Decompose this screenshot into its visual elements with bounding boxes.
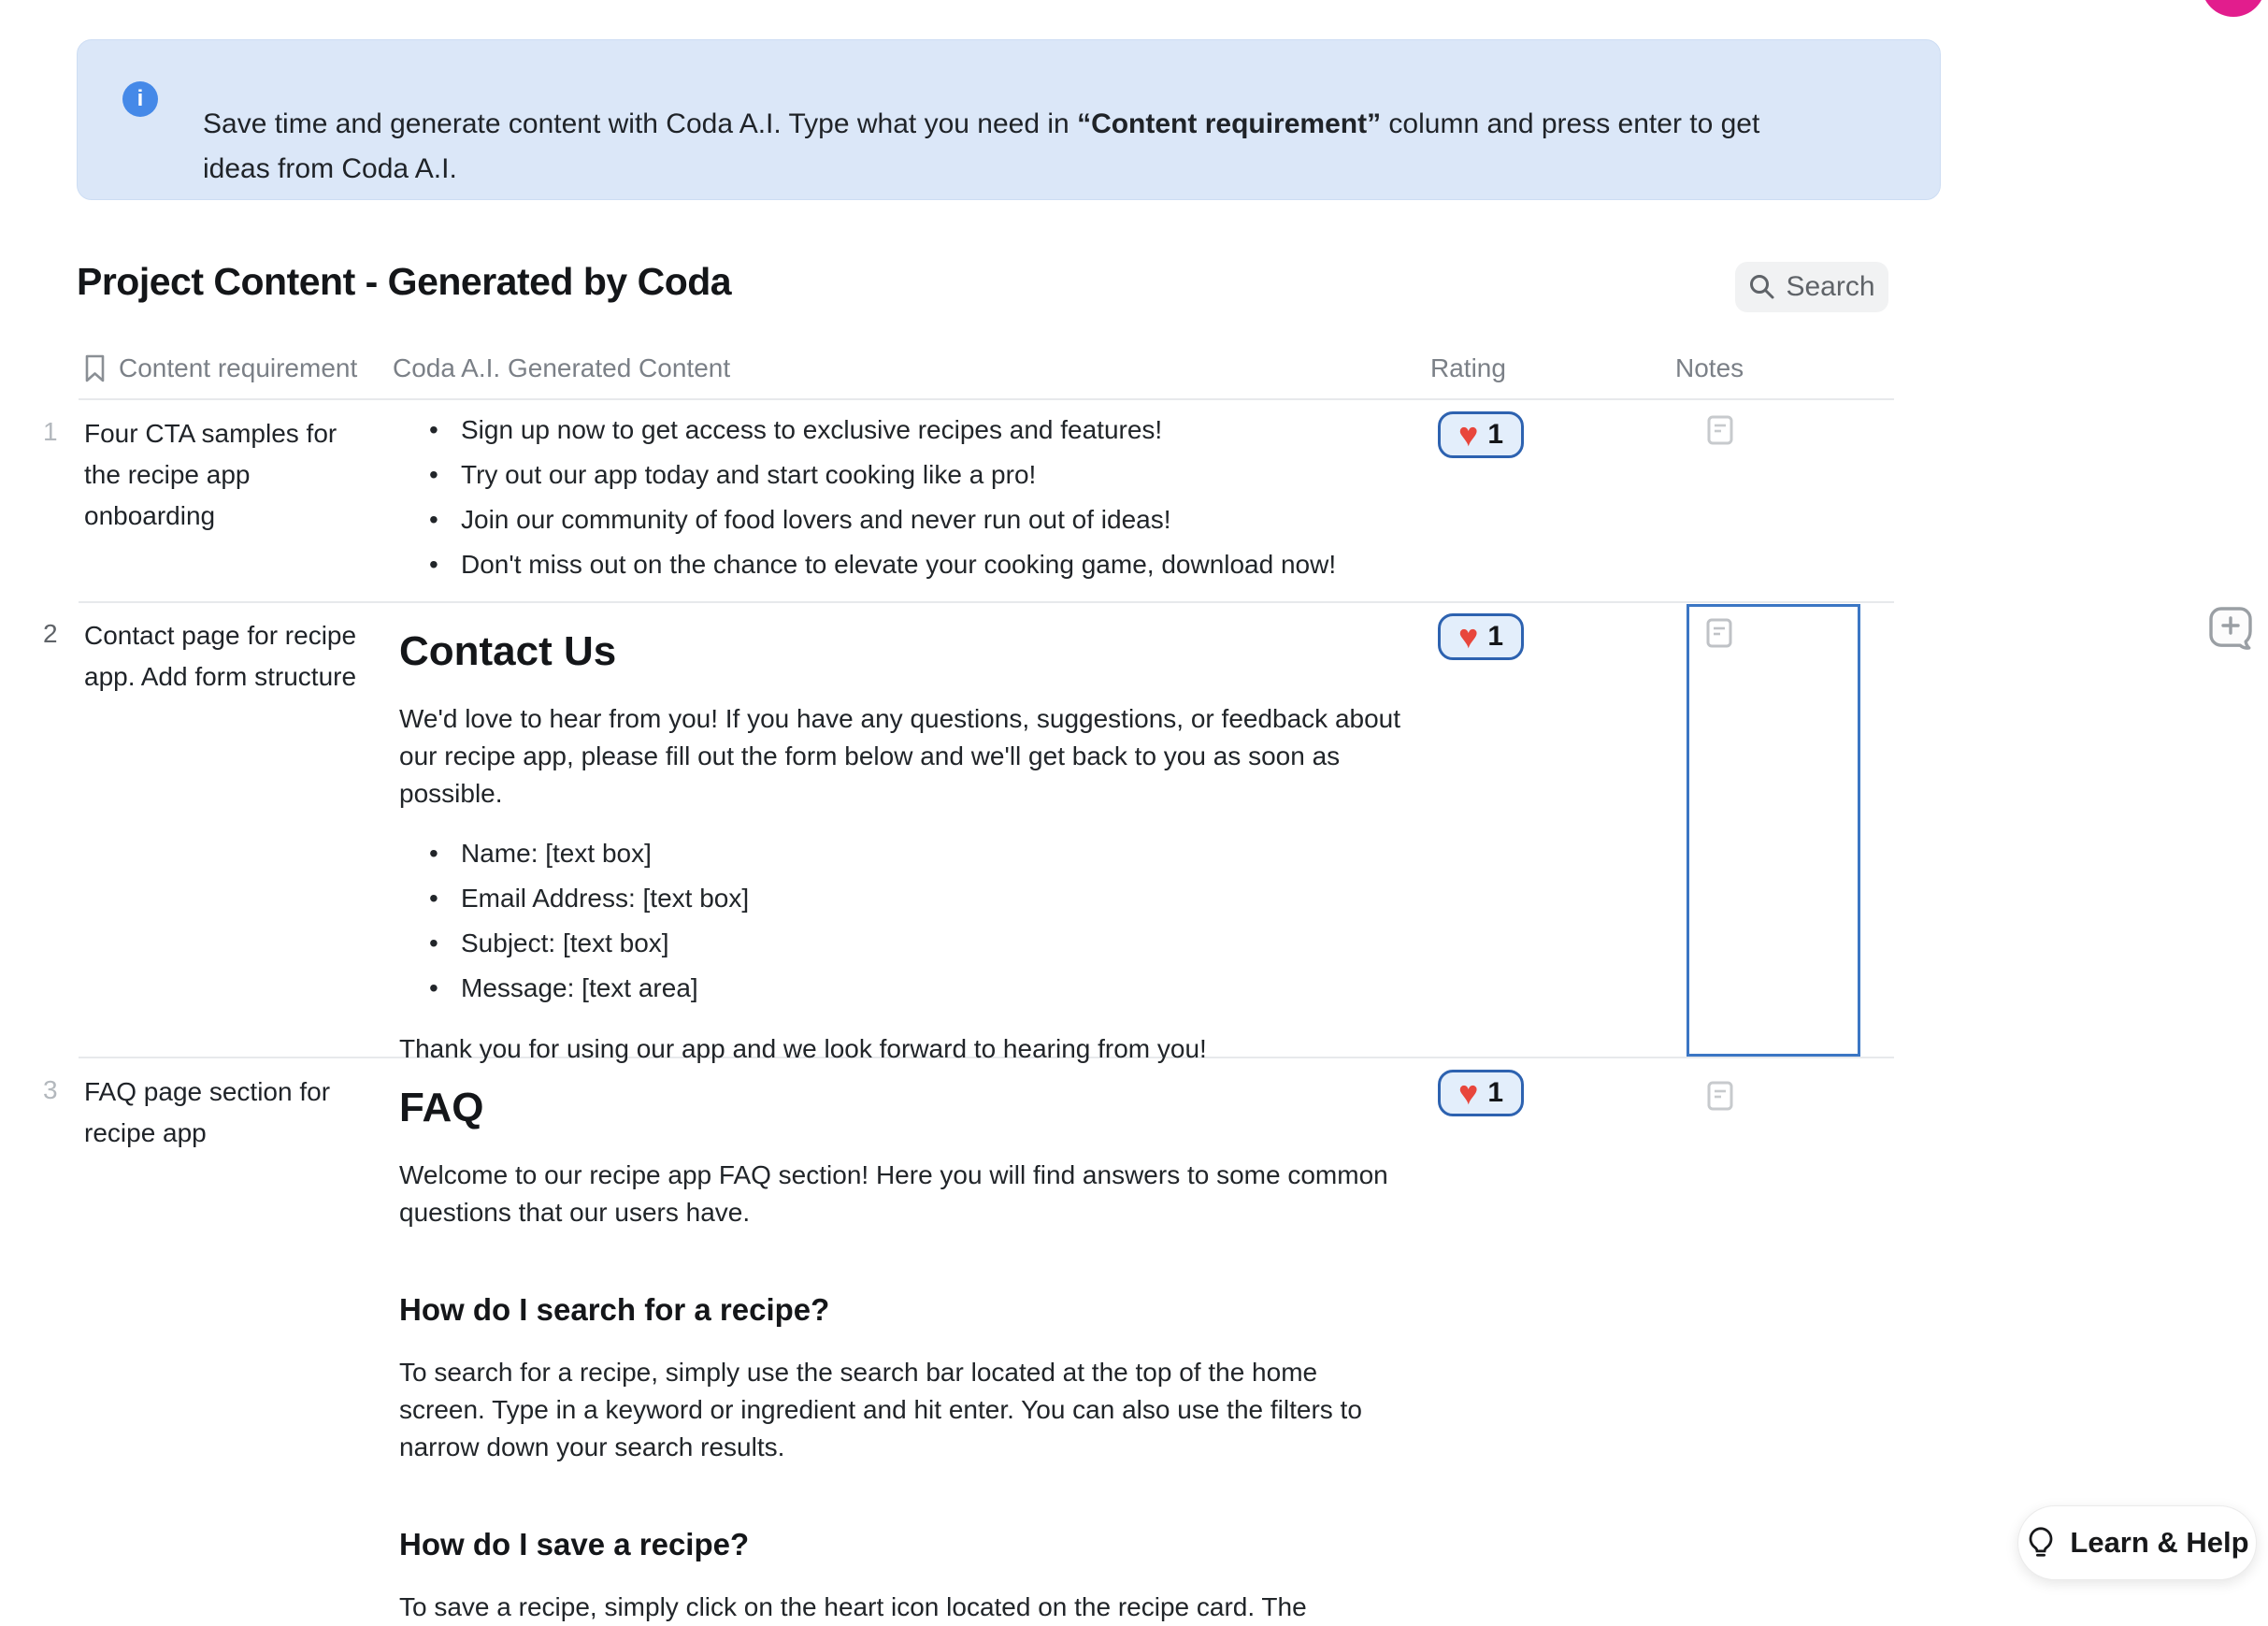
column-header-label: Rating: [1430, 353, 1506, 382]
note-icon: [1707, 415, 1763, 445]
search-button[interactable]: [1735, 262, 1888, 312]
heart-icon: ♥: [1457, 617, 1479, 655]
column-header-notes[interactable]: [1675, 353, 1744, 383]
page-title: Project Content - Generated by Coda: [77, 260, 732, 303]
add-comment-icon: [2206, 602, 2255, 651]
ai-info-banner: [77, 39, 1941, 200]
rating-badge[interactable]: [1438, 613, 1524, 660]
bullet-item: • Name: [text box]: [399, 835, 1404, 872]
info-icon: i: [122, 81, 158, 117]
rating-count: 1: [1487, 419, 1504, 450]
faq-answer: To search for a recipe, simply use the search bar located at the top of the home screen. Type in a keyword or ingredient and hit enter. You can also use the filters to narrow down your search results.: [399, 1358, 1362, 1461]
bullet-item: • Join our community of food lovers and never run out of ideas!: [399, 501, 1404, 539]
row-number[interactable]: 2: [43, 619, 58, 648]
note-icon: [1707, 1081, 1763, 1111]
row-number[interactable]: 1: [43, 417, 58, 446]
content-paragraph: We'd love to hear from you! If you have any questions, suggestions, or feedback about our recipe app, please fill out the form below and we'll get back to you as soon as possible.: [399, 704, 1401, 808]
search-button-label: Search: [1786, 271, 1875, 302]
notes-cell-selected[interactable]: [1687, 604, 1860, 1057]
content-requirement-cell[interactable]: Contact page for recipe app. Add form structure: [84, 621, 357, 691]
row-number[interactable]: 3: [43, 1075, 58, 1104]
heart-icon: ♥: [1457, 1073, 1479, 1112]
table-header: [0, 346, 2268, 398]
learn-help-label: Learn & Help: [2070, 1526, 2249, 1559]
rating-badge[interactable]: [1438, 1070, 1524, 1116]
rating-count: 1: [1487, 621, 1504, 652]
column-header-label: Coda A.I. Generated Content: [393, 353, 731, 382]
faq-question: How do I search for a recipe?: [399, 1292, 830, 1327]
avatar[interactable]: [2202, 0, 2265, 17]
column-header-label: Notes: [1675, 353, 1744, 382]
notes-cell[interactable]: [1707, 415, 1763, 462]
bullet-item: • Email Address: [text box]: [399, 880, 1404, 917]
note-icon: [1706, 618, 1732, 648]
lightbulb-icon: [2025, 1526, 2057, 1560]
heart-icon: ♥: [1457, 415, 1479, 453]
content-heading: FAQ: [399, 1085, 484, 1130]
content-paragraph: Thank you for using our app and we look forward to hearing from you!: [399, 1034, 1207, 1063]
rating-count: 1: [1487, 1077, 1504, 1108]
content-requirement-cell[interactable]: Four CTA samples for the recipe app onboarding: [84, 419, 337, 530]
bullet-item: • Message: [text area]: [399, 970, 1404, 1007]
generated-content-cell[interactable]: [399, 602, 1404, 1068]
rating-badge[interactable]: [1438, 411, 1524, 458]
learn-help-button[interactable]: [2017, 1505, 2257, 1580]
banner-text: Save time and generate content with Coda A.I. Type what you need in “Content requirement” column and press enter to get ideas from Coda A.I.: [203, 108, 1760, 184]
content-paragraph: Welcome to our recipe app FAQ section! Here you will find answers to some common questions that our users have.: [399, 1160, 1388, 1227]
column-header-label: Content requirement: [119, 353, 358, 382]
table-row: [37, 602, 1894, 1063]
column-header-content-requirement[interactable]: [84, 353, 357, 383]
search-icon: [1748, 273, 1776, 301]
content-requirement-cell[interactable]: FAQ page section for recipe app: [84, 1077, 331, 1147]
table-row: [37, 1058, 1894, 1621]
faq-answer: To save a recipe, simply click on the heart icon located on the recipe card. The: [399, 1592, 1307, 1621]
faq-question: How do I save a recipe?: [399, 1527, 750, 1561]
column-header-generated-content[interactable]: [393, 353, 730, 383]
content-heading: Contact Us: [399, 628, 617, 674]
add-comment-button[interactable]: [2206, 602, 2255, 651]
generated-content-cell[interactable]: [399, 400, 1404, 591]
bookmark-icon: [84, 354, 106, 382]
table-row: [37, 400, 1894, 601]
generated-content-cell[interactable]: [399, 1058, 1404, 1626]
notes-cell[interactable]: [1707, 1081, 1763, 1128]
column-header-rating[interactable]: [1430, 353, 1506, 383]
bullet-item: • Don't miss out on the chance to elevate your cooking game, download now!: [399, 546, 1404, 583]
bullet-item: • Subject: [text box]: [399, 925, 1404, 962]
bullet-item: • Try out our app today and start cooking like a pro!: [399, 456, 1404, 494]
bullet-item: • Sign up now to get access to exclusive recipes and features!: [399, 411, 1404, 449]
